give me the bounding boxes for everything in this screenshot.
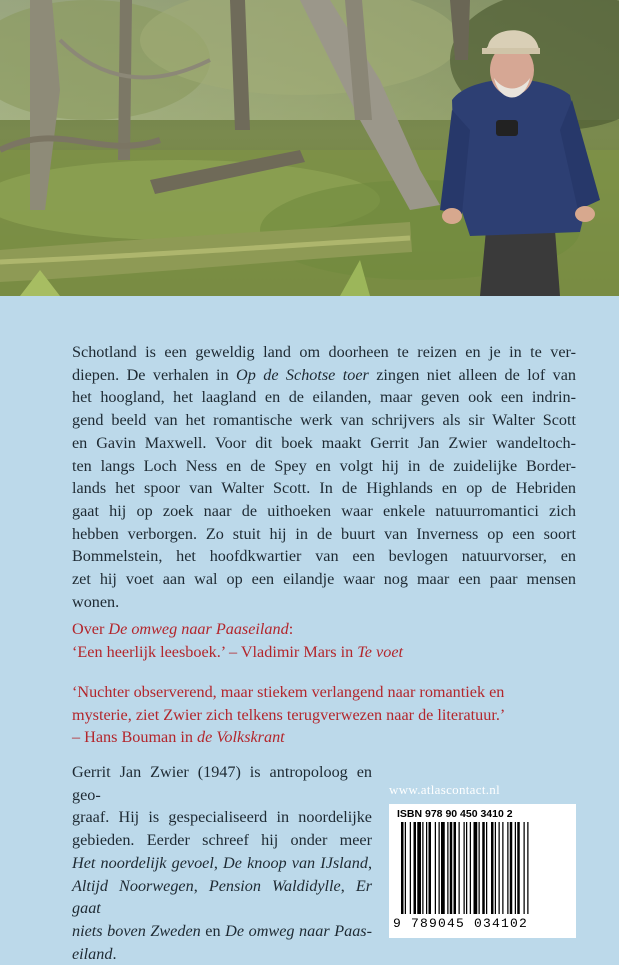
barcode-bar bbox=[486, 822, 487, 914]
description-line: Bommelstein, het hoofdkwartier van een bevlogen natuurvorser, en bbox=[72, 547, 576, 566]
review-quote-volkskrant: ‘Nuchter observerend, maar stiekem verlangend naar romantiek en mysterie, ziet Zwier zich telkens terugverwezen naar de literatuur.’ – Hans Bouman in de Volkskrant bbox=[72, 683, 506, 747]
description-line: gend beeld van het romantische werk van schrijvers als sir Walter Scott bbox=[72, 411, 576, 430]
bio-line: Gerrit Jan Zwier (1947) is antropoloog en geo- bbox=[72, 763, 372, 804]
barcode-bar bbox=[410, 822, 411, 914]
description-line: zet hij voet aan wal op een eilandje waar nog maar een paar mensen bbox=[72, 570, 576, 589]
bio-line: gebieden. Eerder schreef hij onder meer bbox=[72, 831, 372, 850]
publisher-url: www.atlascontact.nl bbox=[389, 782, 500, 797]
bio-line: graaf. Hij is gespecialiseerd in noordelijke bbox=[72, 808, 372, 827]
barcode-bar bbox=[474, 822, 478, 914]
barcode-bar bbox=[466, 822, 467, 914]
bio-line: eiland. bbox=[72, 944, 117, 963]
barcode-bar bbox=[502, 822, 503, 914]
description-line: gaat hij op zoek naar de uithoeken waar enkele natuurromantici zich bbox=[72, 501, 576, 520]
barcode-bars bbox=[401, 822, 567, 914]
barcode-bar bbox=[414, 822, 417, 914]
barcode-bar bbox=[517, 822, 520, 914]
barcode-bar bbox=[479, 822, 480, 914]
description-line: het hoogland, het laagland en de eilanden, maar geven ook een indrin- bbox=[72, 388, 576, 407]
barcode-bar bbox=[405, 822, 406, 914]
bio-line: niets boven Zweden en De omweg naar Paas- bbox=[72, 921, 372, 940]
barcode-bar bbox=[510, 822, 513, 914]
barcode-bar bbox=[527, 822, 528, 914]
barcode-bar bbox=[470, 822, 471, 914]
forest-photo-illustration bbox=[0, 0, 619, 296]
barcode-bar bbox=[435, 822, 436, 914]
barcode-bar bbox=[447, 822, 448, 914]
barcode-bar bbox=[454, 822, 457, 914]
barcode-bar bbox=[515, 822, 516, 914]
review-source: de Volkskrant bbox=[197, 728, 285, 747]
description-line: diepen. De verhalen in Op de Schotse toer zingen niet alleen de lof van bbox=[72, 365, 576, 384]
book-description bbox=[72, 341, 576, 613]
description-line: lands het spoor van Walter Scott. In de Highlands en op de Hebriden bbox=[72, 479, 576, 498]
barcode-bar bbox=[499, 822, 500, 914]
barcode-bar bbox=[491, 822, 494, 914]
review-quote-te-voet: Over De omweg naar Paaseiland: ‘Een heerlijk leesboek.’ – Vladimir Mars in Te voet bbox=[72, 620, 404, 661]
barcode-bar bbox=[482, 822, 485, 914]
barcode-bar bbox=[495, 822, 496, 914]
barcode-bar bbox=[426, 822, 427, 914]
barcode-bar bbox=[441, 822, 445, 914]
barcode-bar bbox=[422, 822, 423, 914]
barcode-bar bbox=[439, 822, 440, 914]
barcode-bar bbox=[459, 822, 460, 914]
bio-line: Altijd Noorwegen, Pension Waldidylle, Er gaat bbox=[72, 876, 372, 918]
barcode-digits: 9 789045 034102 bbox=[393, 916, 529, 931]
cover-photo-author-in-forest bbox=[0, 0, 619, 296]
barcode-bar bbox=[464, 822, 465, 914]
barcode-bar bbox=[507, 822, 508, 914]
description-line: wonen. bbox=[72, 592, 120, 611]
barcode-bar bbox=[524, 822, 525, 914]
review-source: Te voet bbox=[357, 642, 404, 661]
barcode-bar bbox=[417, 822, 421, 914]
barcode-bar bbox=[429, 822, 432, 914]
description-line: Schotland is een geweldig land om doorheen te reizen en je in te ver- bbox=[72, 343, 576, 361]
barcode-bar bbox=[450, 822, 453, 914]
barcode-bar bbox=[401, 822, 404, 914]
description-line: hebben verborgen. Zo stuit hij in de buurt van Inverness op een soort bbox=[72, 524, 576, 543]
bio-line: Het noordelijk gevoel, De knoop van IJsland, bbox=[72, 853, 372, 872]
description-line: ten langs Loch Ness en de Spey en volgt hij in de zuidelijke Border- bbox=[72, 456, 576, 475]
book-title: Op de Schotse toer bbox=[236, 365, 369, 384]
isbn-label: ISBN 978 90 450 3410 2 bbox=[397, 808, 513, 820]
barcode-panel bbox=[389, 804, 576, 938]
previous-book-title: De omweg naar Paaseiland bbox=[108, 620, 289, 638]
barcode-block bbox=[389, 782, 576, 938]
description-line: en Gavin Maxwell. Voor dit boek maakt Gerrit Jan Zwier wandeltoch- bbox=[72, 433, 576, 452]
author-bio bbox=[72, 761, 372, 965]
